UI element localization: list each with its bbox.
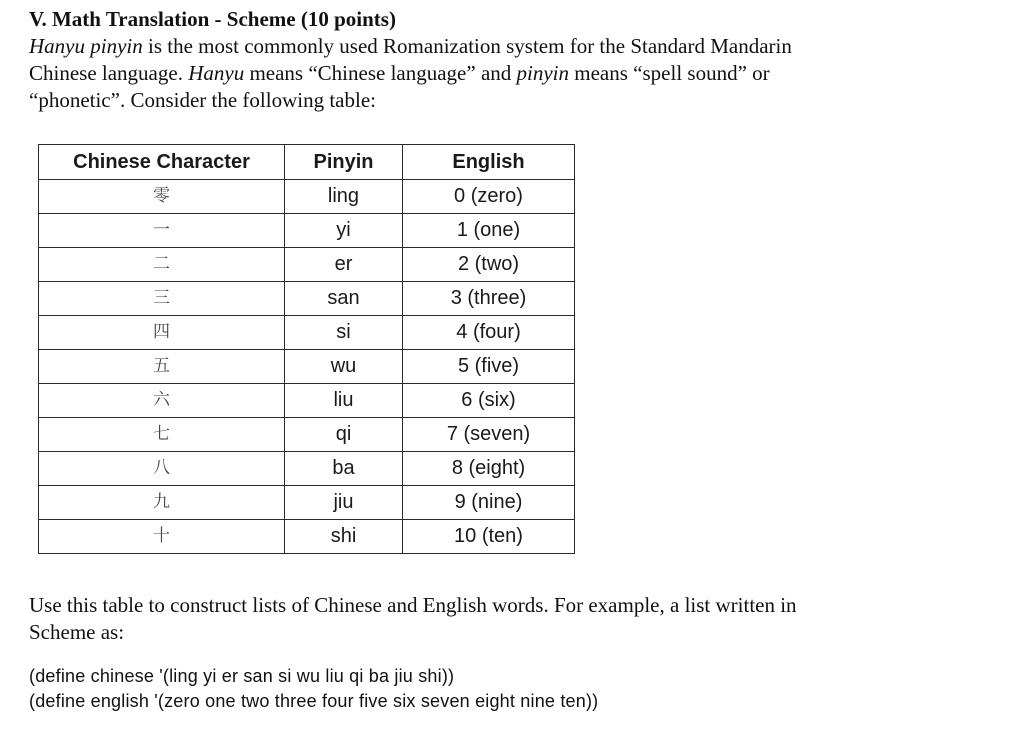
pinyin-cell: liu: [285, 384, 403, 418]
table-header-row: [39, 145, 575, 180]
table-row: [39, 248, 575, 282]
term-hanyu: Hanyu: [188, 61, 245, 85]
chinese-character-cell: 二: [39, 248, 285, 282]
pinyin-cell: si: [285, 316, 403, 350]
english-cell: 8 (eight): [403, 452, 575, 486]
table-row: [39, 486, 575, 520]
chinese-character-cell: 三: [39, 282, 285, 316]
pinyin-cell: qi: [285, 418, 403, 452]
intro-text: is the most commonly used Romanization system for the Standard Mandarin: [142, 34, 792, 58]
english-cell: 2 (two): [403, 248, 575, 282]
usage-paragraph: [29, 592, 929, 646]
table-row: [39, 520, 575, 554]
section-heading: V. Math Translation - Scheme (10 points): [29, 7, 396, 31]
pinyin-cell: shi: [285, 520, 403, 554]
header-chinese-character: Chinese Character: [39, 145, 285, 180]
chinese-character-cell: 四: [39, 316, 285, 350]
table-row: [39, 350, 575, 384]
header-pinyin: Pinyin: [285, 145, 403, 180]
term-hanyu-pinyin: Hanyu pinyin: [29, 34, 143, 58]
intro-text: means “Chinese language” and: [244, 61, 517, 85]
chinese-character-cell: 七: [39, 418, 285, 452]
english-cell: 4 (four): [403, 316, 575, 350]
pinyin-cell: er: [285, 248, 403, 282]
english-cell: 9 (nine): [403, 486, 575, 520]
table-row: [39, 180, 575, 214]
chinese-character-cell: 八: [39, 452, 285, 486]
number-translation-table: [38, 144, 575, 554]
pinyin-cell: yi: [285, 214, 403, 248]
chinese-character-cell: 五: [39, 350, 285, 384]
chinese-character-cell: 零: [39, 180, 285, 214]
english-cell: 10 (ten): [403, 520, 575, 554]
english-cell: 0 (zero): [403, 180, 575, 214]
intro-line-2: [29, 60, 929, 87]
header-english: English: [403, 145, 575, 180]
english-cell: 7 (seven): [403, 418, 575, 452]
english-cell: 1 (one): [403, 214, 575, 248]
intro-line-1: [29, 33, 929, 60]
intro-line-3: [29, 87, 929, 114]
pinyin-cell: wu: [285, 350, 403, 384]
table-row: [39, 282, 575, 316]
table-row: [39, 452, 575, 486]
intro-text: means “spell sound” or: [569, 61, 770, 85]
pinyin-cell: san: [285, 282, 403, 316]
intro-text: “phonetic”. Consider the following table:: [29, 88, 376, 112]
table-row: [39, 384, 575, 418]
english-cell: 3 (three): [403, 282, 575, 316]
chinese-character-cell: 一: [39, 214, 285, 248]
code-define-chinese: (define chinese '(ling yi er san si wu liu qi ba jiu shi)): [29, 666, 455, 686]
table-row: [39, 316, 575, 350]
chinese-character-cell: 十: [39, 520, 285, 554]
intro-paragraph: [29, 33, 929, 114]
term-pinyin: pinyin: [516, 61, 570, 85]
pinyin-cell: jiu: [285, 486, 403, 520]
usage-line-2: Scheme as:: [29, 620, 125, 644]
english-cell: 5 (five): [403, 350, 575, 384]
pinyin-cell: ling: [285, 180, 403, 214]
pinyin-cell: ba: [285, 452, 403, 486]
table-row: [39, 214, 575, 248]
table-row: [39, 418, 575, 452]
english-cell: 6 (six): [403, 384, 575, 418]
intro-text: Chinese language.: [29, 61, 189, 85]
chinese-character-cell: 六: [39, 384, 285, 418]
usage-line-1: Use this table to construct lists of Chinese and English words. For example, a list written in: [29, 593, 797, 617]
code-define-english: (define english '(zero one two three four five six seven eight nine ten)): [29, 691, 599, 711]
chinese-character-cell: 九: [39, 486, 285, 520]
